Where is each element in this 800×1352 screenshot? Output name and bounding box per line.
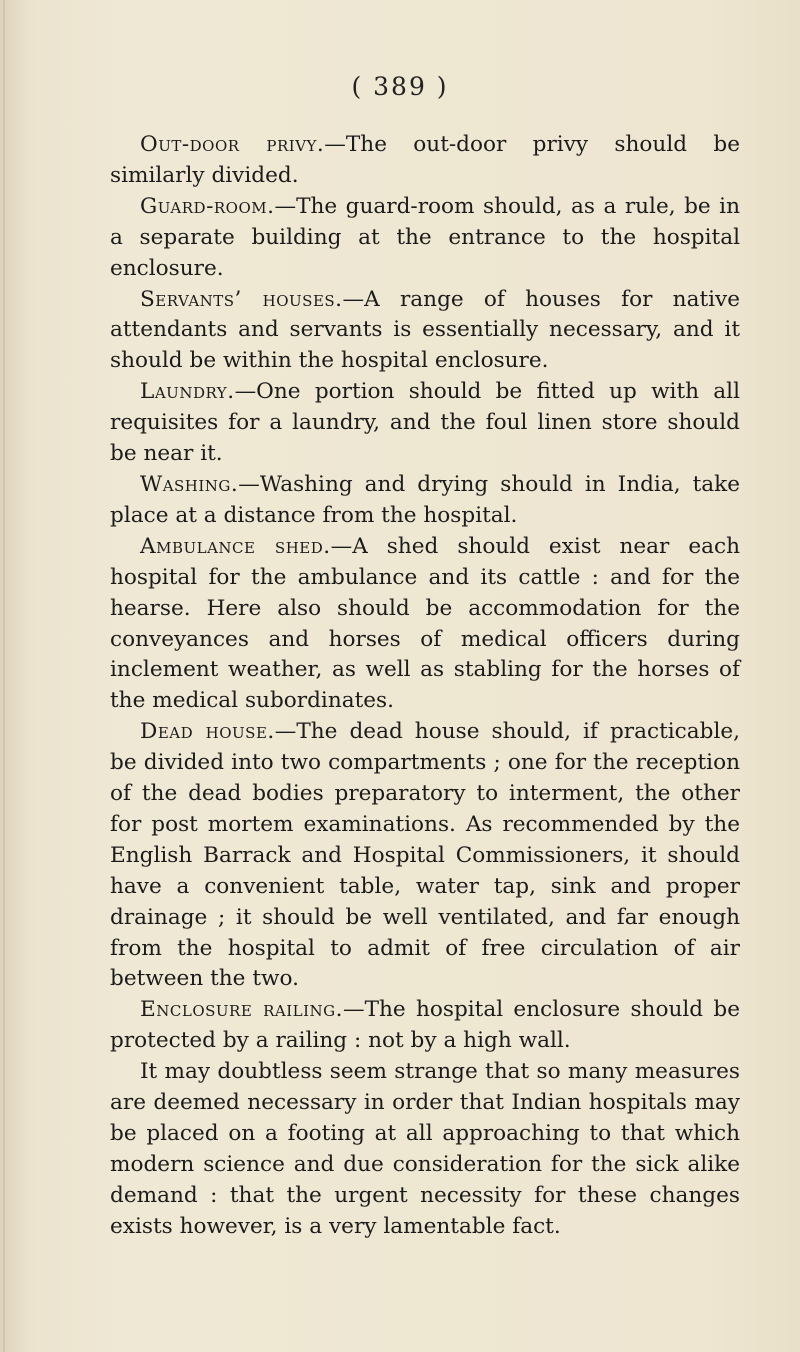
paragraph-text: The guard-room should, as a rule, be in a separate building at the entrance to the hospital enclosure. <box>110 193 740 281</box>
page-gutter <box>3 0 5 1352</box>
paragraph-out-door-privy <box>110 130 740 192</box>
heading-dash: — <box>234 379 257 405</box>
paragraph-ambulance-shed <box>110 532 740 717</box>
paragraph-guard-room <box>110 192 740 285</box>
paragraph-text: The dead house should, if practicable, be divided into two compartments ; one for the reception of the dead bodies preparatory to interment, the other for post mortem examinations. As recommended by the English Barrack and Hospital Commissioners, it should have a convenient table, water tap, sink and proper drainage ; it should be well ventilated, and far enough from the hospital to admit of free circulation of air between the two. <box>110 719 740 992</box>
page-number: ( 389 ) <box>351 72 449 101</box>
heading-dash: — <box>238 471 260 497</box>
paragraph-heading: Ambulance shed. <box>140 533 331 559</box>
paragraph-text: It may doubtless seem strange that so many measures are deemed necessary in order that Indian hospitals may be placed on a footing at all approaching to that which modern science and due consideration for the sick alike demand : that the urgent necessity for these changes exists however, is a very lamentable fact. <box>110 1059 740 1239</box>
paragraph-enclosure-railing <box>110 995 740 1057</box>
paragraph-text: The hospital enclosure should be protected by a railing : not by a high wall. <box>110 997 740 1054</box>
heading-dash: — <box>330 533 353 559</box>
paragraph-text: The out-door privy should be similarly divided. <box>110 132 740 188</box>
paragraph-washing <box>110 470 740 532</box>
heading-dash: — <box>342 286 365 312</box>
paragraph-heading: Washing. <box>140 471 239 497</box>
heading-dash: — <box>274 719 297 745</box>
paragraph-dead-house <box>110 717 740 995</box>
paragraph-text: One portion should be fitted up with all requisites for a laundry, and the foul linen store should be near it. <box>110 379 740 467</box>
paragraph-text: Washing and drying should in India, take place at a distance from the hospital. <box>110 471 740 528</box>
heading-dash: — <box>342 997 365 1023</box>
paragraph-heading: Dead house. <box>140 719 275 745</box>
paragraph-servants-houses <box>110 285 740 378</box>
paragraph-text: A range of houses for native attendants and servants is essentially necessary, and it should be within the hospital enclosure. <box>110 286 741 374</box>
paragraph-heading: Servants’ houses. <box>140 286 343 312</box>
paragraph-heading: Enclosure railing. <box>140 997 343 1023</box>
paragraph-text: A shed should exist near each hospital for the ambulance and its cattle : and for the hearse. Here also should be accommodation for the conveyances and horses of medical officers during inclement weather, as well as stabling for the horses of the medical subordinates. <box>110 533 740 714</box>
heading-dash: — <box>324 132 346 157</box>
paragraph-heading: Laundry. <box>140 379 235 405</box>
page-body <box>110 130 740 1243</box>
paragraph-heading: Guard-room. <box>140 193 275 219</box>
paragraph-conclusion <box>110 1057 740 1242</box>
paragraph-laundry <box>110 377 740 470</box>
heading-dash: — <box>274 193 297 219</box>
paragraph-heading: Out-door privy. <box>140 132 325 157</box>
